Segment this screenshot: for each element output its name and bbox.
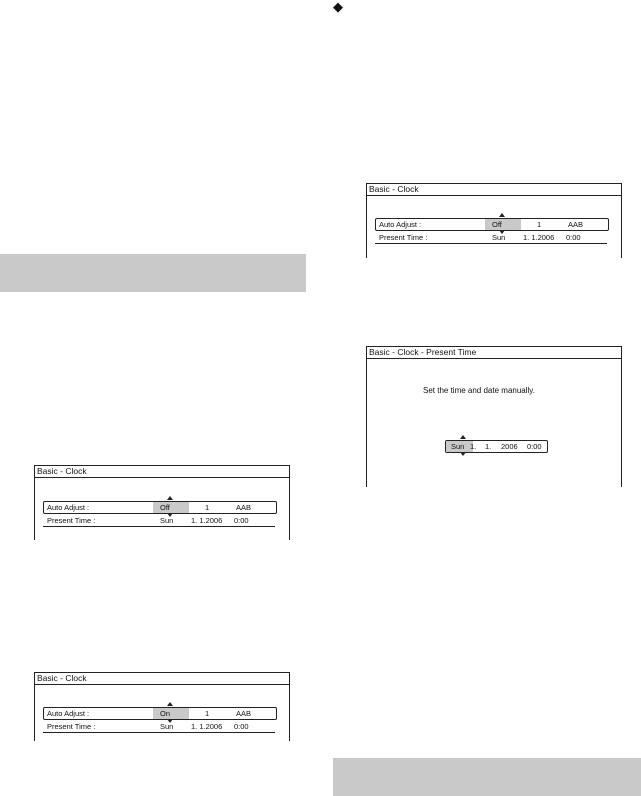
auto-adjust-value-highlight [153, 708, 189, 719]
auto-adjust-value[interactable]: Off [160, 503, 170, 512]
present-time-value: 0:00 [234, 722, 249, 731]
auto-adjust-label: Auto Adjust : [47, 709, 90, 718]
channel-value: 1 [205, 503, 210, 512]
arrow-down-icon[interactable] [460, 452, 466, 456]
arrow-up-icon[interactable] [499, 213, 505, 217]
present-date: 1. 1.2006 [523, 233, 555, 242]
station-value: AAB [236, 709, 252, 718]
auto-adjust-value-highlight [153, 502, 189, 513]
auto-adjust-value-highlight [485, 219, 521, 230]
auto-adjust-value[interactable]: On [160, 709, 171, 718]
section-header-band-left [0, 254, 306, 292]
arrow-up-icon[interactable] [167, 702, 173, 706]
diamond-bullet-icon: ◆ [333, 0, 343, 14]
station-value: AAB [568, 220, 584, 229]
present-time-value: 0:00 [234, 516, 249, 525]
row-divider [375, 243, 607, 244]
panel-title: Basic - Clock - Present Time [367, 347, 621, 359]
present-day: Sun [160, 516, 174, 525]
row-divider [43, 526, 275, 527]
year-field[interactable]: 2006 [501, 442, 518, 451]
present-time-label: Present Time : [47, 516, 96, 525]
auto-adjust-value[interactable]: Off [492, 220, 502, 229]
present-date: 1. 1.2006 [191, 516, 223, 525]
section-header-band-right [333, 758, 641, 796]
present-day: Sun [160, 722, 174, 731]
channel-value: 1 [205, 709, 210, 718]
panel-title: Basic - Clock [35, 466, 289, 478]
day-field[interactable]: Sun [451, 442, 465, 451]
panel-title: Basic - Clock [35, 673, 289, 685]
present-date: 1. 1.2006 [191, 722, 223, 731]
row-divider [43, 732, 275, 733]
arrow-up-icon[interactable] [460, 435, 466, 439]
month-field[interactable]: 1. [485, 442, 492, 451]
arrow-up-icon[interactable] [167, 496, 173, 500]
auto-adjust-label: Auto Adjust : [379, 220, 422, 229]
present-time-label: Present Time : [379, 233, 428, 242]
present-time-value: 0:00 [566, 233, 581, 242]
time-field[interactable]: 0:00 [527, 442, 542, 451]
present-day: Sun [492, 233, 506, 242]
panel-title: Basic - Clock [367, 184, 621, 196]
present-time-label: Present Time : [47, 722, 96, 731]
auto-adjust-label: Auto Adjust : [47, 503, 90, 512]
clock-settings-panel-on [34, 672, 290, 741]
day-number-field[interactable]: 1. [470, 442, 477, 451]
channel-value: 1 [537, 220, 542, 229]
clock-settings-panel-off [34, 465, 290, 540]
clock-settings-panel-right [366, 183, 622, 258]
station-value: AAB [236, 503, 252, 512]
instruction-text: Set the time and date manually. [423, 386, 535, 395]
present-time-panel [366, 346, 622, 487]
